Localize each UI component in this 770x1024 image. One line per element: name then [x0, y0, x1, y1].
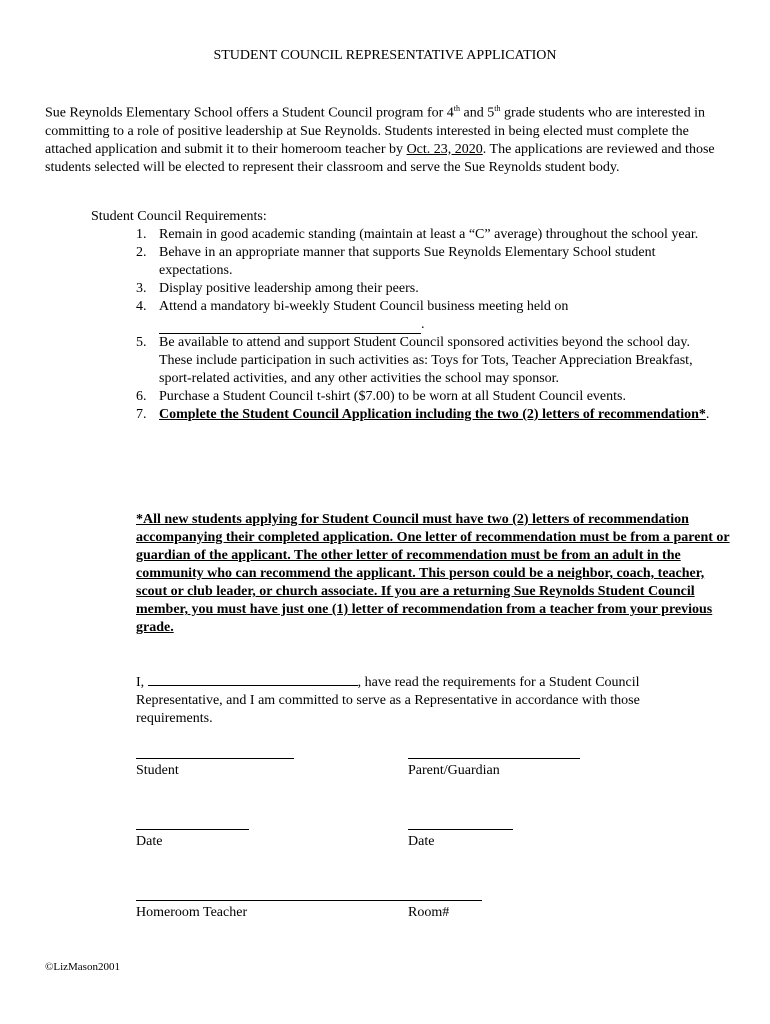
requirement-number: 2.: [136, 245, 147, 260]
requirement-item: [136, 388, 726, 406]
requirement-text: Complete the Student Council Application including the two (2) letters of recommendation*: [159, 407, 706, 422]
requirement-number: 1.: [136, 227, 147, 242]
parent-date-line[interactable]: [408, 829, 513, 830]
deadline-date: Oct. 23, 2020: [406, 141, 483, 157]
requirement-text: Be available to attend and support Student Council sponsored activities beyond the school day. These include participation in such activities as: Toys for Tots, Teacher Appreciation Breakfast, sport-related activities, and any other activities the school may sponsor.: [159, 335, 693, 386]
teacher-room-line[interactable]: [136, 900, 482, 901]
requirement-item: [136, 334, 726, 388]
intro-sup-2: th: [494, 104, 501, 113]
requirement-number: 7.: [136, 407, 147, 422]
student-label: Student: [136, 763, 179, 778]
homeroom-teacher-label: Homeroom Teacher: [136, 905, 248, 920]
note-separator: .: [373, 584, 381, 599]
requirement-item: [136, 298, 726, 334]
intro-sup-1: th: [453, 104, 461, 113]
intro-paragraph: [45, 100, 735, 177]
parent-signature-line[interactable]: [408, 758, 580, 759]
requirement-item: [136, 406, 726, 424]
intro-text-2: and 5: [460, 105, 495, 121]
requirement-number: 5.: [136, 335, 147, 350]
requirement-text: Display positive leadership among their peers.: [159, 281, 419, 296]
copyright-notice: ©LizMason2001: [45, 961, 120, 973]
intro-text-1: Sue Reynolds Elementary School offers a Student Council program for 4: [45, 105, 454, 121]
intro-text-4: . The applications are reviewed and those students selected will be elected to represent their classroom and serve the Sue Reynolds student body.: [45, 141, 715, 175]
requirement-tail: .: [421, 317, 425, 332]
requirement-text: Purchase a Student Council t-shirt ($7.00) to be worn at all Student Council events.: [159, 389, 626, 404]
requirement-number: 3.: [136, 281, 147, 296]
parent-date-label: Date: [408, 834, 435, 849]
student-date-line[interactable]: [136, 829, 249, 830]
recommendation-note: [136, 511, 731, 637]
note-text-2: If you are a returning Sue Reynolds Student Council member, you must have just one (1) letter of recommendation from a teacher from your previous grade.: [136, 584, 713, 635]
intro-text-3: grade students who are interested in committing to a role of positive leadership at Sue Reynolds. Students interested in being elected must complete the attached application and submit it to their homeroom teacher by: [45, 105, 705, 157]
requirement-number: 6.: [136, 389, 147, 404]
requirements-list: [136, 226, 726, 424]
requirement-tail: .: [705, 407, 710, 422]
student-name-blank[interactable]: [148, 672, 358, 686]
meeting-day-blank[interactable]: [159, 319, 421, 334]
commitment-prefix: I,: [136, 675, 145, 690]
requirement-text: Remain in good academic standing (maintain at least a “C” average) throughout the school year.: [159, 227, 699, 242]
commitment-statement: [136, 672, 706, 728]
page-title: STUDENT COUNCIL REPRESENTATIVE APPLICATION: [213, 48, 557, 63]
commitment-suffix: , have read the requirements for a Student Council Representative, and I am committed to serve as a Representative in accordance with those requirements.: [136, 675, 640, 726]
requirement-text: Attend a mandatory bi-weekly Student Council business meeting held on: [159, 299, 569, 314]
student-signature-line[interactable]: [136, 758, 294, 759]
parent-label: Parent/Guardian: [408, 763, 500, 778]
note-text-1: *All new students applying for Student Council must have two (2) letters of recommendation accompanying their completed application. One letter of recommendation must be from a parent or guardian of the applicant. The other letter of recommendation must be from an adult in the community who can recommend the applicant. This person could be a neighbor, coach, teacher, scout or club leader, or church associate: [136, 512, 730, 599]
requirement-text: Behave in an appropriate manner that supports Sue Reynolds Elementary School student expectations.: [159, 245, 656, 278]
requirement-item: [136, 226, 726, 244]
student-date-label: Date: [136, 834, 163, 849]
requirement-item: [136, 280, 726, 298]
requirements-heading: Student Council Requirements:: [91, 209, 267, 224]
requirement-item: [136, 244, 726, 280]
requirement-number: 4.: [136, 299, 147, 314]
room-number-label: Room#: [408, 905, 450, 920]
